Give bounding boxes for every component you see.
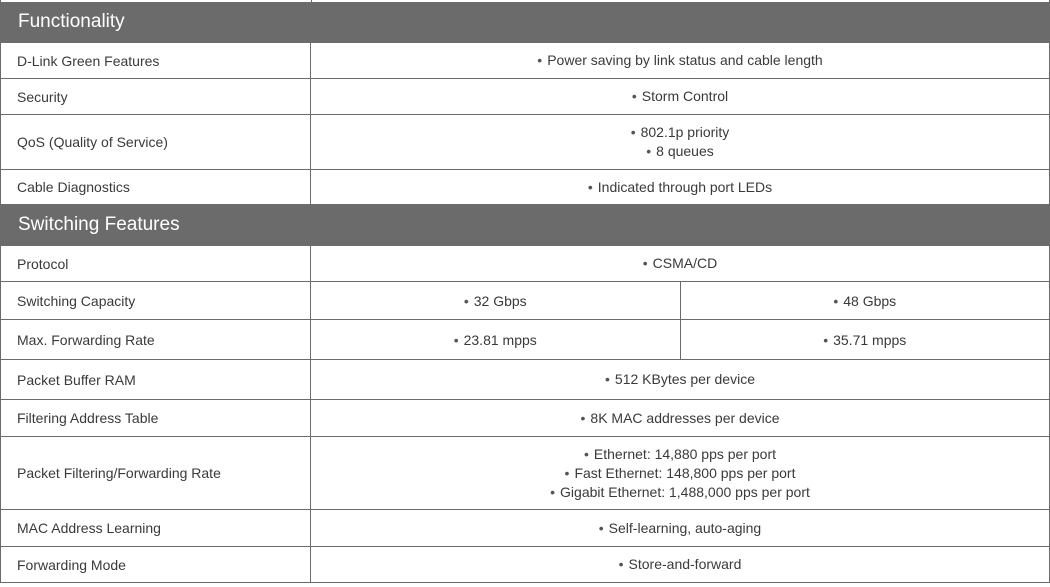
value-cell bbox=[681, 320, 1050, 359]
value-line bbox=[605, 370, 755, 389]
value-line bbox=[537, 51, 822, 70]
value-text: Fast Ethernet: 148,800 pps per port bbox=[574, 464, 796, 481]
bullet-icon: • bbox=[631, 88, 637, 104]
row-label: Switching Capacity bbox=[1, 282, 311, 319]
table-row bbox=[0, 245, 1050, 282]
bullet-icon: • bbox=[537, 52, 543, 68]
value-text: Store-and-forward bbox=[628, 556, 742, 572]
bullet-icon: • bbox=[605, 371, 610, 387]
value-text: 35.71 mpps bbox=[833, 331, 907, 348]
value-text: 48 Gbps bbox=[843, 292, 897, 309]
row-label: D-Link Green Features bbox=[1, 43, 311, 78]
table-row bbox=[0, 400, 1050, 437]
value-text: Power saving by link status and cable length bbox=[547, 52, 823, 68]
column-divider bbox=[311, 0, 312, 2]
value-text: Ethernet: 14,880 pps per port bbox=[593, 445, 777, 462]
value-text: 32 Gbps bbox=[473, 292, 527, 309]
value-line bbox=[581, 409, 780, 428]
row-value bbox=[311, 400, 1049, 436]
bullet-icon: • bbox=[564, 464, 570, 481]
value-line bbox=[584, 445, 776, 464]
row-label: QoS (Quality of Service) bbox=[1, 115, 311, 169]
row-value-split bbox=[311, 282, 1049, 319]
value-line bbox=[646, 142, 714, 161]
value-line bbox=[632, 87, 728, 106]
value-text: 512 KBytes per device bbox=[614, 371, 755, 387]
value-text: Self-learning, auto-aging bbox=[608, 519, 762, 536]
table-row bbox=[0, 547, 1050, 583]
table-row bbox=[0, 437, 1050, 510]
bullet-icon: • bbox=[453, 331, 459, 348]
row-label: MAC Address Learning bbox=[1, 510, 311, 546]
bullet-icon: • bbox=[598, 519, 604, 536]
row-value bbox=[311, 360, 1049, 399]
table-row bbox=[0, 282, 1050, 320]
row-label: Packet Buffer RAM bbox=[1, 360, 311, 399]
bullet-icon: • bbox=[550, 483, 556, 500]
value-line bbox=[619, 555, 742, 574]
value-text: 8K MAC addresses per device bbox=[590, 409, 780, 426]
row-value bbox=[311, 547, 1049, 582]
section-header-functionality: Functionality bbox=[0, 2, 1050, 42]
value-text: Gigabit Ethernet: 1,488,000 pps per port bbox=[560, 483, 810, 500]
value-line bbox=[588, 178, 772, 197]
row-label: Max. Forwarding Rate bbox=[1, 320, 311, 359]
table-row bbox=[0, 170, 1050, 205]
value-text: Indicated through port LEDs bbox=[597, 178, 773, 195]
value-line bbox=[565, 464, 796, 483]
bullet-icon: • bbox=[630, 124, 636, 140]
value-line bbox=[643, 254, 717, 273]
table-row bbox=[0, 510, 1050, 547]
row-label: Packet Filtering/Forwarding Rate bbox=[1, 437, 311, 509]
bullet-icon: • bbox=[580, 409, 586, 426]
table-row bbox=[0, 115, 1050, 170]
section-header-switching-features: Switching Features bbox=[0, 205, 1050, 245]
row-value-split bbox=[311, 320, 1049, 359]
row-label: Protocol bbox=[1, 246, 311, 281]
value-line bbox=[599, 519, 761, 538]
row-value bbox=[311, 437, 1049, 509]
bullet-icon: • bbox=[463, 292, 469, 309]
value-text: 23.81 mpps bbox=[463, 331, 537, 348]
value-text: 802.1p priority bbox=[640, 124, 730, 140]
row-label: Forwarding Mode bbox=[1, 547, 311, 582]
table-row bbox=[0, 320, 1050, 360]
value-line bbox=[550, 483, 810, 502]
top-border bbox=[0, 0, 1050, 2]
bullet-icon: • bbox=[642, 255, 648, 271]
bullet-icon: • bbox=[618, 556, 624, 572]
value-cell bbox=[681, 282, 1050, 319]
table-row bbox=[0, 42, 1050, 79]
bullet-icon: • bbox=[583, 445, 589, 462]
bullet-icon: • bbox=[646, 143, 652, 159]
row-value bbox=[311, 79, 1049, 114]
value-line bbox=[631, 123, 730, 142]
row-label: Cable Diagnostics bbox=[1, 170, 311, 204]
row-value bbox=[311, 115, 1049, 169]
row-value bbox=[311, 246, 1049, 281]
row-value bbox=[311, 43, 1049, 78]
value-cell bbox=[311, 320, 681, 359]
table-row bbox=[0, 360, 1050, 400]
bullet-icon: • bbox=[833, 292, 839, 309]
row-label: Security bbox=[1, 79, 311, 114]
bullet-icon: • bbox=[587, 178, 593, 195]
value-text: 8 queues bbox=[656, 143, 714, 159]
value-text: CSMA/CD bbox=[652, 255, 718, 271]
row-label: Filtering Address Table bbox=[1, 400, 311, 436]
row-value bbox=[311, 170, 1049, 204]
row-value bbox=[311, 510, 1049, 546]
value-cell bbox=[311, 282, 681, 319]
table-row bbox=[0, 79, 1050, 115]
value-text: Storm Control bbox=[641, 88, 729, 104]
bullet-icon: • bbox=[823, 331, 829, 348]
